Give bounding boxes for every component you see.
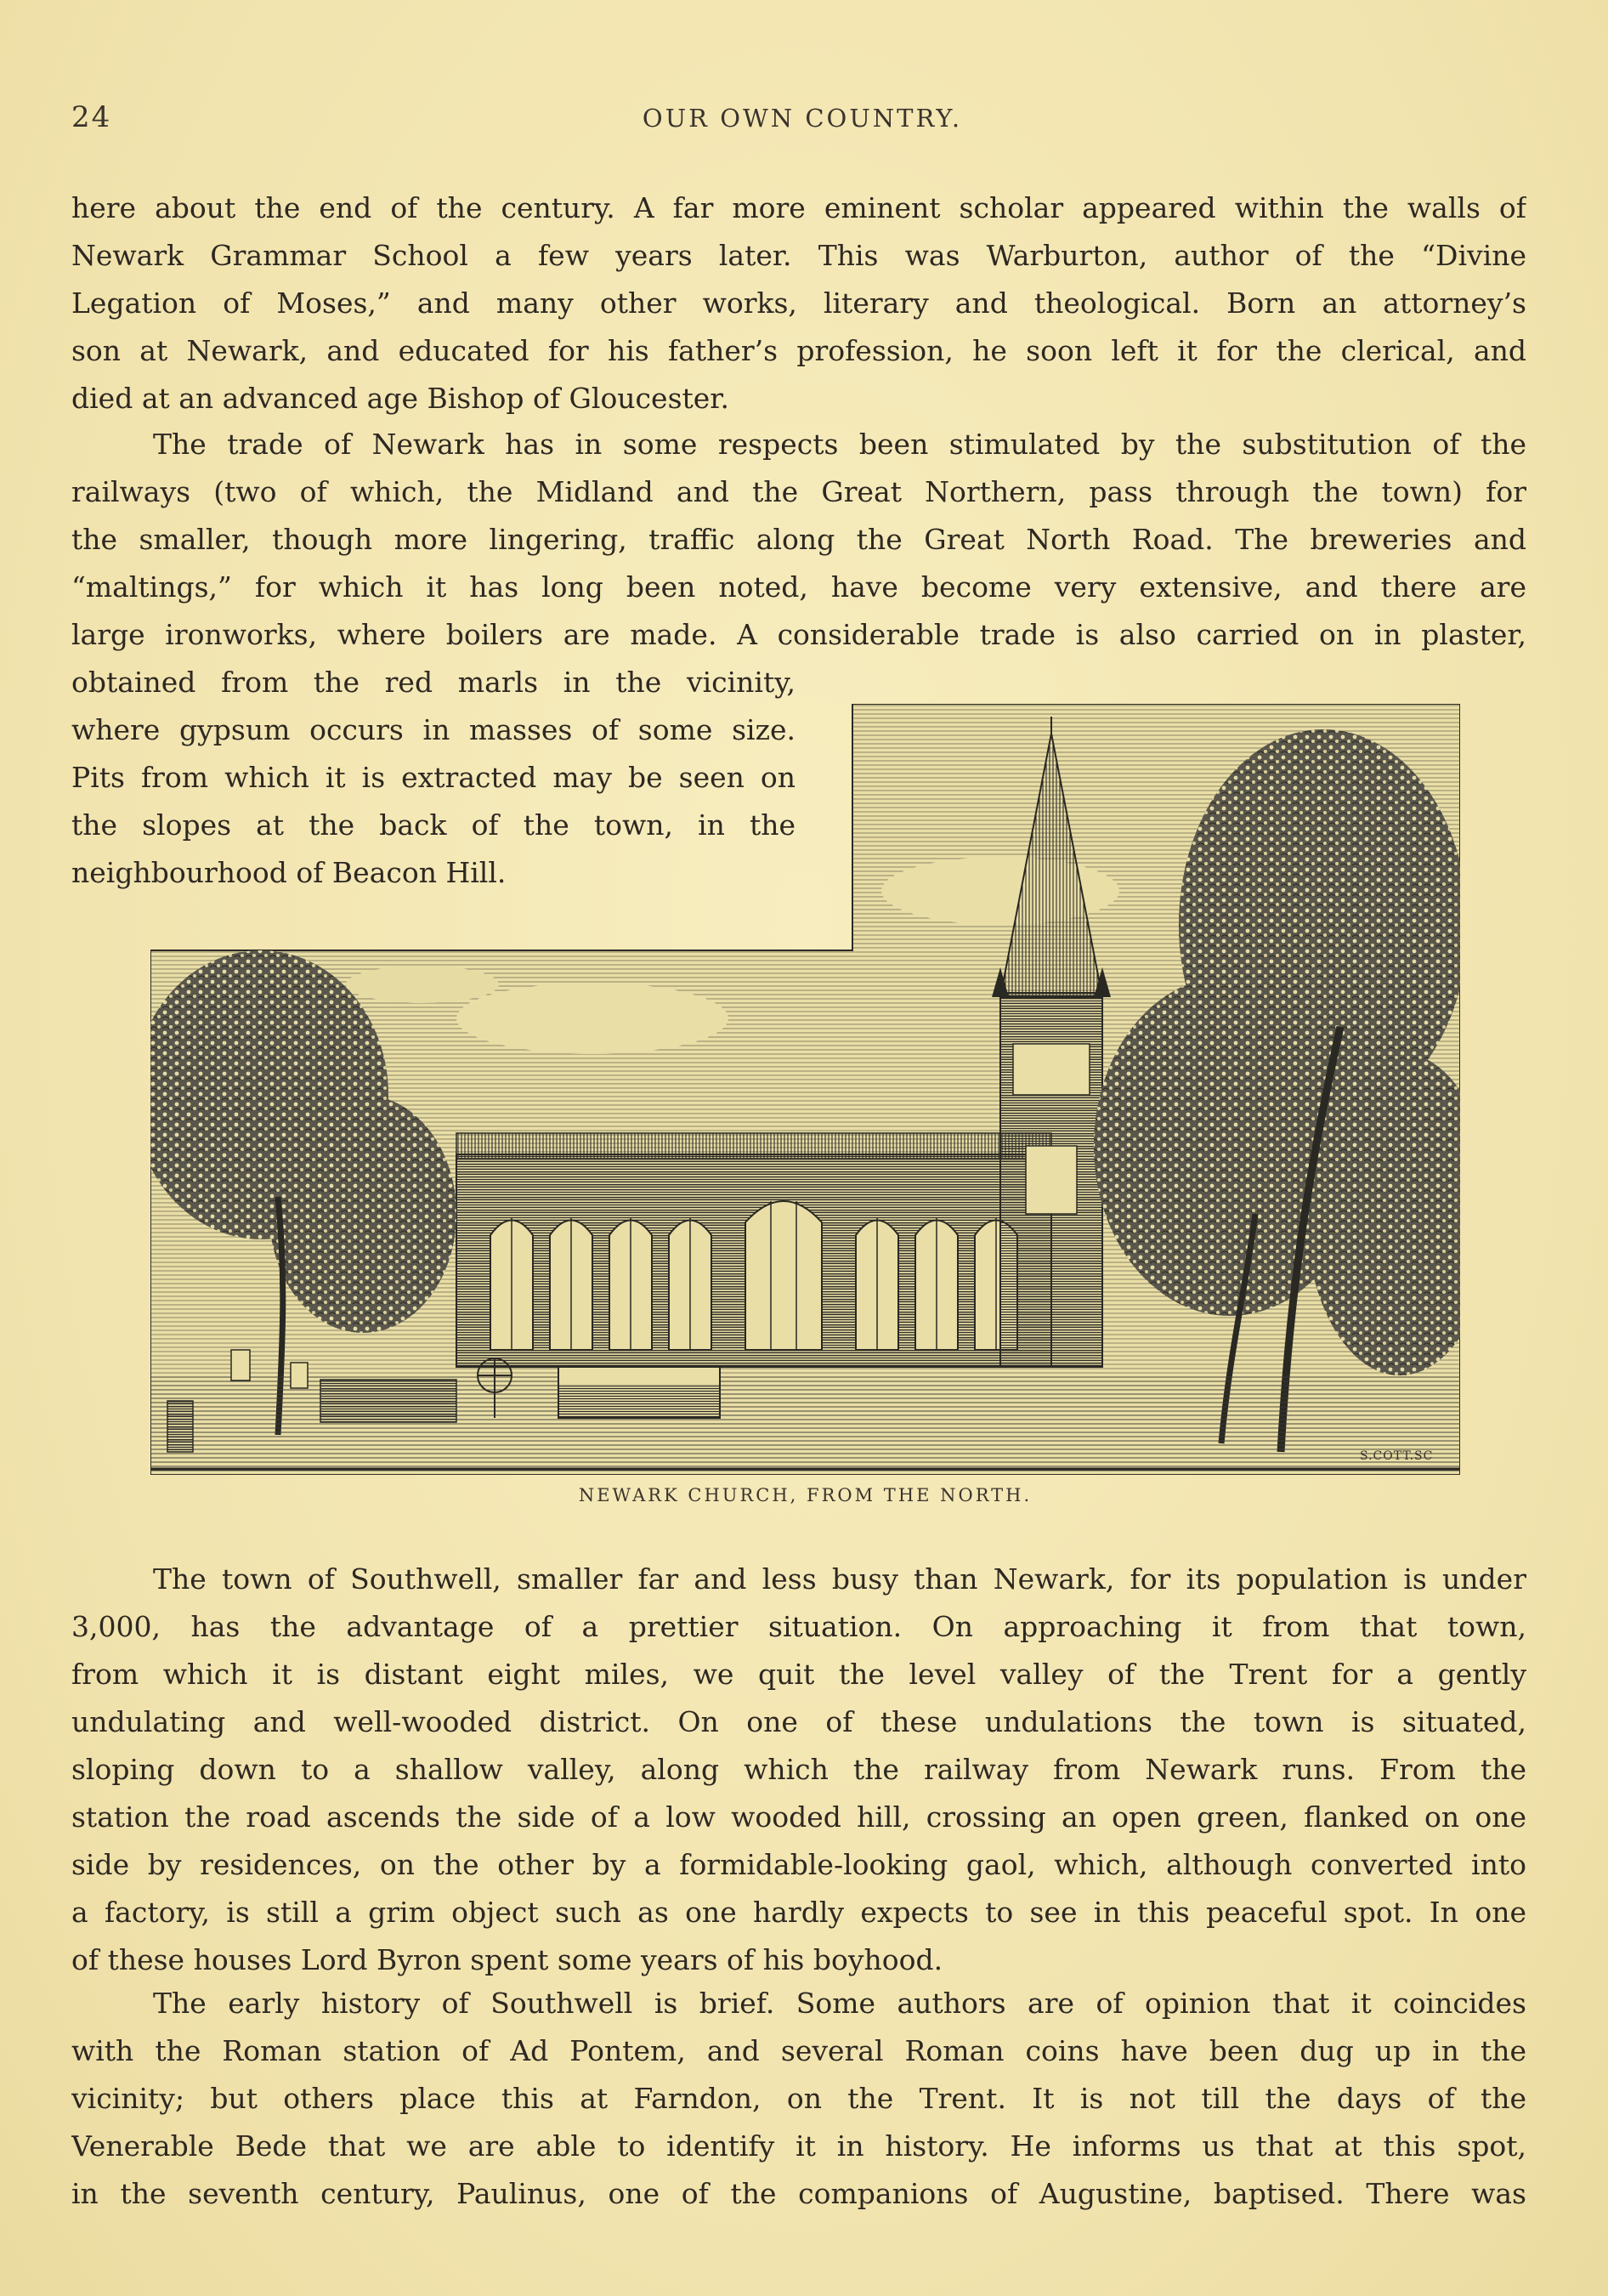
text-line: Legation of Moses,” and many other works, literary and theological. Born an attorney’s xyxy=(71,286,1526,320)
paragraph-trade-of-newark xyxy=(71,421,1526,659)
text-line: the slopes at the back of the town, in the xyxy=(71,808,796,842)
engraver-signature: S.COTT.SC xyxy=(1360,1449,1434,1463)
page-number: 24 xyxy=(71,100,112,134)
text-line: large ironworks, where boilers are made. A considerable trade is also carried on in plaster, xyxy=(71,618,1526,651)
text-line: here about the end of the century. A far more eminent scholar appeared within the walls of xyxy=(71,191,1526,224)
text-line: The trade of Newark has in some respects been stimulated by the substitution of the xyxy=(153,428,1526,461)
text-line: The town of Southwell, smaller far and less busy than Newark, for its population is under xyxy=(153,1562,1526,1596)
text-line: sloping down to a shallow valley, along which the railway from Newark runs. From the xyxy=(71,1753,1526,1786)
text-line: neighbourhood of Beacon Hill. xyxy=(71,856,507,889)
text-line: station the road ascends the side of a low wooded hill, crossing an open green, flanked on one xyxy=(71,1800,1526,1834)
text-line: with the Roman station of Ad Pontem, and several Roman coins have been dug up in the xyxy=(71,2034,1526,2067)
text-line: Pits from which it is extracted may be seen on xyxy=(71,761,796,794)
text-line: of these houses Lord Byron spent some years of his boyhood. xyxy=(71,1943,943,1976)
text-line: the smaller, though more lingering, traffic along the Great North Road. The breweries and xyxy=(71,523,1526,556)
text-line: side by residences, on the other by a formidable-looking gaol, which, although converted into xyxy=(71,1848,1526,1881)
text-line: where gypsum occurs in masses of some size. xyxy=(71,713,796,746)
newark-church-engraving xyxy=(150,704,1460,1475)
text-line: from which it is distant eight miles, we quit the level valley of the Trent for a gently xyxy=(71,1658,1526,1691)
text-line: son at Newark, and educated for his father’s profession, he soon left it for the clerical, and xyxy=(71,334,1526,367)
text-line: “maltings,” for which it has long been noted, have become very extensive, and there are xyxy=(71,570,1526,604)
paragraph-southwell xyxy=(71,1556,1526,1984)
illustration-caption: NEWARK CHURCH, FROM THE NORTH. xyxy=(578,1485,1033,1505)
paragraph-warburton xyxy=(71,184,1526,422)
text-line: The early history of Southwell is brief. Some authors are of opinion that it coincides xyxy=(153,1987,1526,2020)
running-title: OUR OWN COUNTRY. xyxy=(642,104,963,133)
paragraph-early-history xyxy=(71,1980,1526,2218)
text-line: Venerable Bede that we are able to identify it in history. He informs us that at this spot, xyxy=(71,2129,1526,2163)
text-line: 3,000, has the advantage of a prettier situation. On approaching it from that town, xyxy=(71,1610,1526,1643)
text-line: undulating and well-wooded district. On one of these undulations the town is situated, xyxy=(71,1705,1526,1738)
text-line: vicinity; but others place this at Farndon, on the Trent. It is not till the days of the xyxy=(71,2082,1526,2115)
text-line: died at an advanced age Bishop of Gloucester. xyxy=(71,382,729,415)
text-line: Newark Grammar School a few years later. This was Warburton, author of the “Divine xyxy=(71,239,1526,272)
text-line: in the seventh century, Paulinus, one of the companions of Augustine, baptised. There was xyxy=(71,2177,1526,2210)
text-line: railways (two of which, the Midland and the Great Northern, pass through the town) for xyxy=(71,475,1526,508)
text-line: obtained from the red marls in the vicinity, xyxy=(71,666,796,699)
running-head xyxy=(71,100,1533,143)
text-line: a factory, is still a grim object such as one hardly expects to see in this peaceful spot. In one xyxy=(71,1896,1526,1929)
